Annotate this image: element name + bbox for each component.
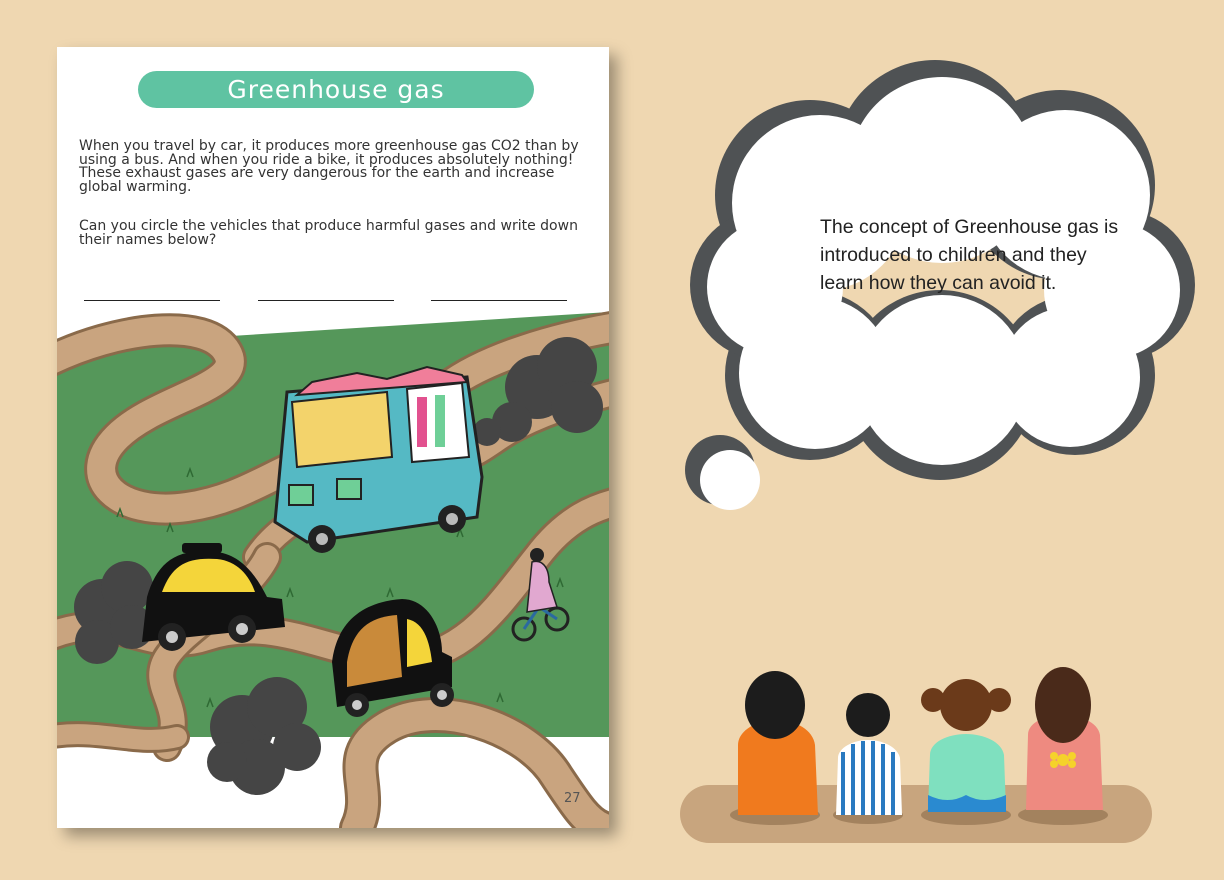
road-scene-illustration [57, 307, 609, 828]
child-striped-icon [833, 693, 903, 824]
children-illustration [678, 660, 1158, 850]
thought-bubble-text: The concept of Greenhouse gas is introduced to children and they learn how they can avoid it. [820, 216, 1119, 294]
child-mint-icon [921, 679, 1011, 825]
child-orange-icon [730, 671, 820, 825]
instruction-paragraph: Can you circle the vehicles that produce harmful gases and write down their names below? [79, 218, 578, 248]
child-pink-icon [1018, 667, 1108, 825]
answer-blank-1[interactable] [84, 300, 220, 301]
answer-blank-3[interactable] [431, 300, 567, 301]
intro-paragraph: When you travel by car, it produces more greenhouse gas CO2 than by using a bus. And when you ride a bike, it produces absolutely nothing! These exhaust gases are very dangerous for the earth and increase global warming. [79, 138, 579, 195]
page-number: 27 [564, 791, 581, 806]
answer-blank-2[interactable] [258, 300, 394, 301]
worksheet-title: Greenhouse gas [138, 71, 534, 108]
bus-icon [275, 367, 482, 553]
worksheet-page [57, 47, 609, 828]
